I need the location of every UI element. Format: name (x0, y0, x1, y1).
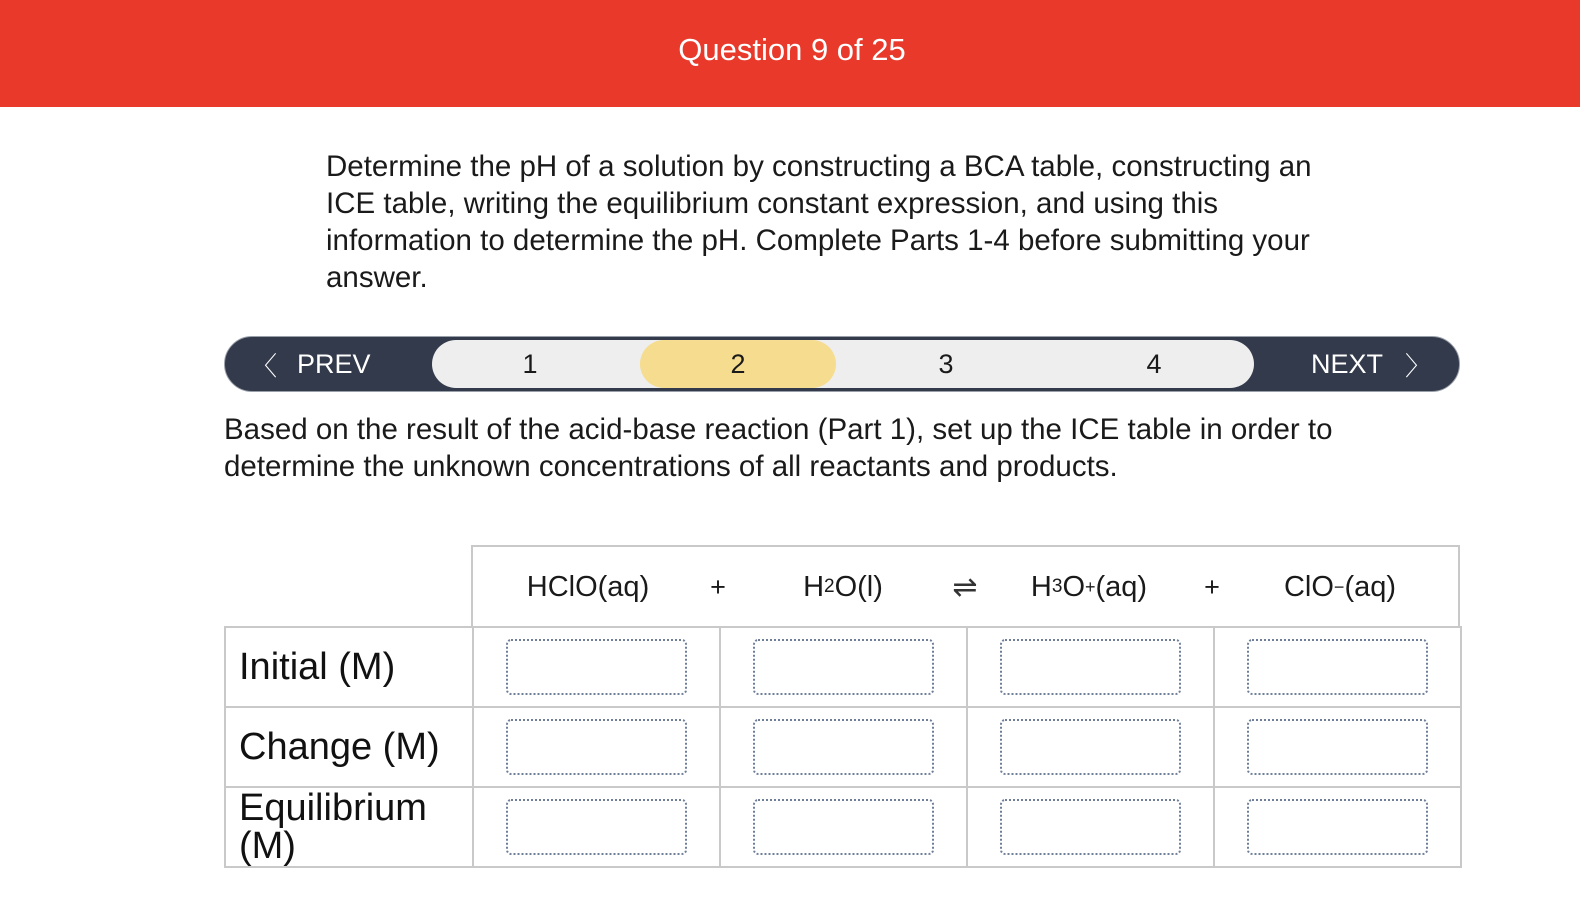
ice-row-initial (225, 627, 1461, 707)
row-label-change: Change (M) (225, 707, 473, 787)
initial-clo-input[interactable] (1247, 639, 1428, 695)
part-prompt: Based on the result of the acid-base reaction (Part 1), set up the ICE table in order to determine the unknown concentrations of all reactants and products. (224, 413, 1333, 483)
equilibrium-hclo-input[interactable] (506, 799, 687, 855)
question-counter: Question 9 of 25 (678, 31, 906, 67)
plus-sign: + (1204, 571, 1220, 602)
step-3[interactable]: 3 (938, 348, 954, 379)
species-h3o: H 3 O + (aq) (1030, 570, 1148, 603)
part-stepper (224, 336, 1460, 392)
row-label-initial: Initial (M) (225, 627, 473, 707)
initial-h3o-input[interactable] (1000, 639, 1181, 695)
step-4[interactable]: 4 (1146, 348, 1162, 379)
initial-h2o-input[interactable] (753, 639, 934, 695)
species-hclo: HClO(aq) (526, 570, 650, 603)
change-h3o-input[interactable] (1000, 719, 1181, 775)
ice-table (224, 626, 1462, 868)
steps-track (432, 340, 1254, 388)
species-h2o: H 2 O(l) (803, 570, 883, 603)
ice-row-change (225, 707, 1461, 787)
question-instructions: Determine the pH of a solution by constructing a BCA table, constructing an ICE table, writing the equilibrium constant expression, and using this information to determine the pH. Complete Parts 1-4 before submitting your answer. (326, 150, 1312, 294)
prev-label: PREV (297, 348, 371, 379)
step-1[interactable]: 1 (522, 348, 538, 379)
prev-button[interactable] (251, 337, 371, 391)
next-button[interactable] (1311, 337, 1431, 391)
initial-hclo-input[interactable] (506, 639, 687, 695)
chevron-right-icon: 〉 (1404, 350, 1431, 381)
change-h2o-input[interactable] (753, 719, 934, 775)
equilibrium-arrow-icon: ⇌ (952, 570, 978, 604)
change-hclo-input[interactable] (506, 719, 687, 775)
species-clo: ClO − (aq) (1283, 570, 1397, 603)
equilibrium-clo-input[interactable] (1247, 799, 1428, 855)
header-bar (0, 0, 1580, 107)
ice-row-equilibrium (225, 787, 1461, 867)
next-label: NEXT (1310, 348, 1383, 379)
chevron-left-icon: 〈 (251, 350, 278, 381)
row-label-equilibrium: Equilibrium (M) (225, 787, 473, 867)
equilibrium-h2o-input[interactable] (753, 799, 934, 855)
change-clo-input[interactable] (1247, 719, 1428, 775)
equilibrium-h3o-input[interactable] (1000, 799, 1181, 855)
plus-sign: + (710, 571, 726, 602)
step-2[interactable]: 2 (640, 340, 836, 388)
reaction-equation (471, 545, 1460, 627)
